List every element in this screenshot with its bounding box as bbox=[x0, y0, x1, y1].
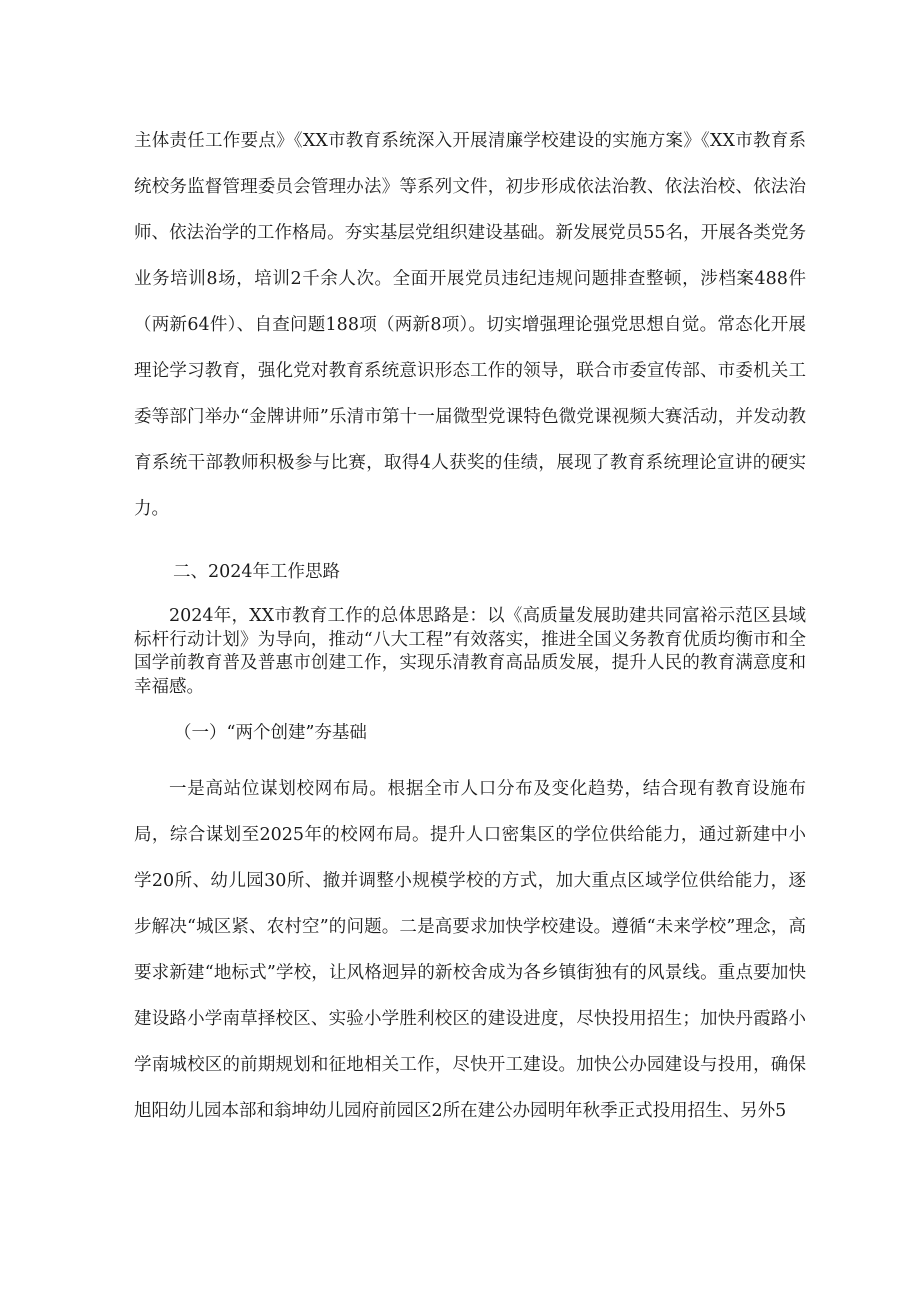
paragraph-party-building: 主体责任工作要点》《XX市教育系统深入开展清廉学校建设的实施方案》《XX市教育系统校务监督管理委员会管理办法》等系列文件，初步形成依法治教、依法治校、依法治师、依法治学的工作格局。夯实基层党组织建设基础。新发展党员55名，开展各类党务业务培训8场，培训2千余人次。全面开展党员违纪违规问题排查整顿，涉档案488件（两新64件）、自查问题188项（两新8项）。切实增强理论强党思想自觉。常态化开展理论学习教育，强化党对教育系统意识形态工作的领导，联合市委宣传部、市委机关工委等部门举办“金牌讲师”乐清市第十一届微型党课特色微党课视频大赛活动，并发动教育系统干部教师积极参与比赛，取得4人获奖的佳绩，展现了教育系统理论宣讲的硬实力。 bbox=[134, 131, 806, 519]
subsection-heading-two-creations: （一）“两个创建”夯基础 bbox=[174, 723, 367, 743]
paragraph-overall-approach: 2024年，XX市教育工作的总体思路是：以《高质量发展助建共同富裕示范区县域标杆行动计划》为导向，推动“八大工程”有效落实，推进全国义务教育优质均衡市和全国学前教育普及普惠市创建工作，实现乐清教育高品质发展，提升人民的教育满意度和幸福感。 bbox=[134, 606, 806, 697]
section-heading-2024-plan: 二、2024年工作思路 bbox=[173, 562, 341, 582]
paragraph-school-network: 一是高站位谋划校网布局。根据全市人口分布及变化趋势，结合现有教育设施布局，综合谋划至2025年的校网布局。提升人口密集区的学位供给能力，通过新建中小学20所、幼儿园30所、撤并调整小规模学校的方式，加大重点区域学位供给能力，逐步解决“城区紧、农村空”的问题。二是高要求加快学校建设。遵循“未来学校”理念，高要求新建“地标式”学校，让风格迥异的新校舍成为各乡镇街独有的风景线。重点要加快建设路小学南草择校区、实验小学胜利校区的建设进度，尽快投用招生；加快丹霞路小学南城校区的前期规划和征地相关工作，尽快开工建设。加快公办园建设与投用，确保旭阳幼儿园本部和翁坤幼儿园府前园区2所在建公办园明年秋季正式投用招生、另外5 bbox=[134, 779, 806, 1121]
